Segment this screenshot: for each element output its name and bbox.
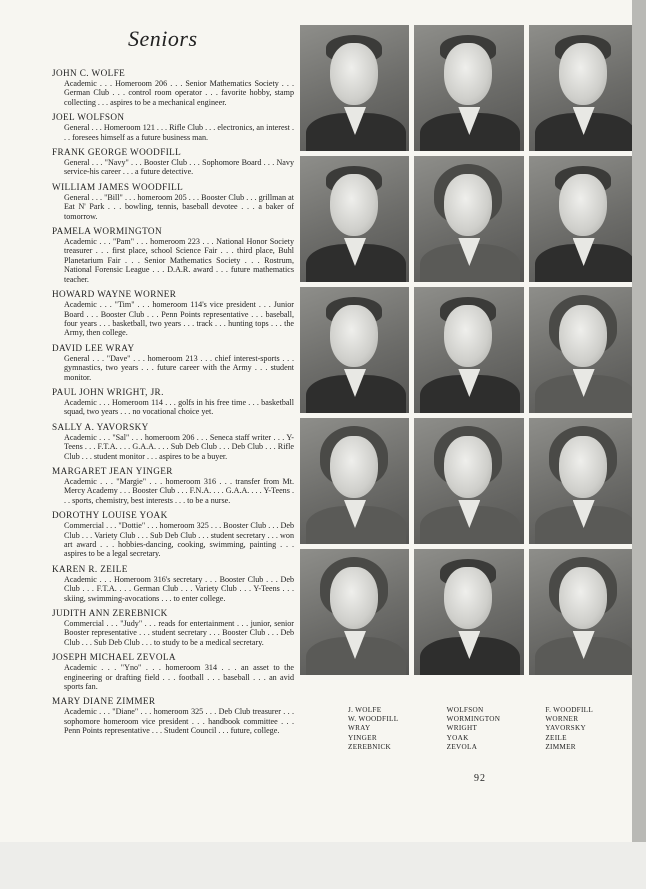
senior-description: Academic . . . "Yno" . . . homeroom 314 . . . an asset to the engineering or drafting field . . . football . . . baseball . . . an avid sports fan. [64, 663, 294, 692]
caption-name: YINGER [348, 733, 377, 742]
portrait-head [559, 43, 607, 105]
senior-description: Academic . . . "Diane" . . . homeroom 325 . . . Deb Club treasurer . . . sophomore homeroom vice president . . . handbook committee . . . Penn Points representative . . . Student Council . . . future, college. [64, 707, 294, 736]
senior-description: Academic . . . "Margie" . . . homeroom 316 . . . transfer from Mt. Mercy Academy . . . Booster Club . . . F.N.A. . . . G.A.A. . . . Y-Teens . . . sports, chemistry, best interests . . . to be a nurse. [64, 476, 294, 505]
portrait-head [559, 174, 607, 236]
senior-description: Academic . . . Homeroom 316's secretary . . . Booster Club . . . Deb Club . . . F.T.A. . . . German Club . . . Variety Club . . . Y-Teens . . . skiing, swimming-avocations . . . to enter college. [64, 574, 294, 603]
senior-entry [52, 343, 294, 382]
senior-name: SALLY A. YAVORSKY [52, 421, 149, 432]
portrait-head [444, 305, 492, 367]
senior-entry [52, 608, 294, 647]
senior-portrait-photo [300, 549, 409, 675]
page-edge [632, 0, 646, 842]
caption-name: YAVORSKY [545, 724, 586, 733]
senior-entry [52, 112, 294, 142]
senior-description: Academic . . . Homeroom 114 . . . golfs in his free time . . . basketball squad, two years . . . no vocational choice yet. [64, 397, 294, 417]
senior-description: General . . . "Navy" . . . Booster Club . . . Sophomore Board . . . Navy service-his career . . . a future detective. [64, 158, 294, 177]
caption-name: ZEREBNICK [348, 742, 392, 751]
caption-name: ZIMMER [545, 742, 576, 751]
senior-portrait-photo [529, 156, 638, 282]
caption-column [441, 706, 540, 752]
portrait-head [330, 174, 378, 236]
senior-entry [52, 696, 294, 735]
senior-portrait-photo [414, 287, 523, 413]
senior-entry [52, 68, 294, 107]
caption-name: WORNER [545, 715, 579, 724]
senior-portrait-photo [300, 25, 409, 151]
caption-name: WRAY [348, 724, 371, 733]
senior-description: General . . . Homeroom 121 . . . Rifle Club . . . electronics, an interest . . . foresees himself as a future business man. [64, 123, 294, 142]
caption-name: F. WOODFILL [545, 706, 594, 714]
senior-portrait-photo [300, 418, 409, 544]
portrait-head [444, 43, 492, 105]
caption-name: J. WOLFE [348, 706, 382, 714]
portrait-head [330, 305, 378, 367]
senior-entry [52, 147, 294, 177]
senior-name: HOWARD WAYNE WORNER [52, 289, 177, 300]
senior-entry [52, 226, 294, 284]
senior-portrait-photo [414, 25, 523, 151]
senior-name: DOROTHY LOUISE YOAK [52, 510, 168, 521]
caption-column [539, 706, 638, 752]
portrait-head [559, 567, 607, 629]
senior-entry [52, 466, 294, 505]
portrait-head [444, 436, 492, 498]
senior-name: PAUL JOHN WRIGHT, JR. [52, 386, 164, 397]
photo-row [300, 156, 638, 282]
photo-captions [300, 706, 638, 752]
senior-entry [52, 564, 294, 603]
caption-name: WOLFSON [446, 706, 484, 714]
portrait-head [444, 567, 492, 629]
senior-description: Academic . . . "Sal" . . . homeroom 206 . . . Seneca staff writer . . . Y-Teens . . . F.T.A. . . . G.A.A. . . . Sub Deb Club . . . Deb Club . . . Rifle Club . . . student monitor . . . aspires to be a buyer. [64, 432, 294, 461]
senior-name: MARY DIANE ZIMMER [52, 696, 156, 707]
senior-portrait-photo [529, 287, 638, 413]
senior-name: MARGARET JEAN YINGER [52, 465, 173, 476]
senior-description: General . . . "Dave" . . . homeroom 213 . . . chief interest-sports . . . gymnastics, two years . . . future career with the Army . . . student monitor. [64, 353, 294, 382]
senior-portrait-photo [414, 156, 523, 282]
senior-entry [52, 182, 294, 221]
senior-portrait-photo [414, 549, 523, 675]
senior-name: FRANK GEORGE WOODFILL [52, 147, 182, 158]
senior-entries-list [52, 68, 294, 741]
portrait-head [330, 567, 378, 629]
photo-row [300, 25, 638, 151]
photo-row [300, 549, 638, 675]
senior-portrait-photo [414, 418, 523, 544]
senior-name: JOHN C. WOLFE [52, 68, 126, 78]
senior-photo-grid [300, 25, 638, 680]
senior-description: Commercial . . . "Dottie" . . . homeroom 325 . . . Booster Club . . . Deb Club . . . Variety Club . . . Sub Deb Club . . . student secretary . . . won art award . . . hobbies-dancing, cooking, swimming, painting . . . aspires to be a legal secretary. [64, 521, 294, 559]
senior-portrait-photo [300, 287, 409, 413]
senior-name: WILLIAM JAMES WOODFILL [52, 181, 184, 192]
portrait-head [559, 436, 607, 498]
caption-name: WORMINGTON [446, 715, 501, 724]
page-title: Seniors [128, 26, 198, 51]
senior-name: JUDITH ANN ZEREBNICK [52, 608, 168, 619]
senior-entry [52, 652, 294, 691]
senior-description: Academic . . . "Pam" . . . homeroom 223 . . . National Honor Society treasurer . . . first place, school Science Fair . . . third place, Buhl Planetarium Fair . . . Senior Mathematics Society . . . Rostrum, National Forensic League . . . D.A.R. award . . . future mathematics teacher. [64, 237, 294, 284]
caption-name: YOAK [446, 733, 469, 742]
caption-name: W. WOODFILL [348, 715, 399, 724]
senior-name: JOSEPH MICHAEL ZEVOLA [52, 652, 176, 663]
caption-column [300, 706, 441, 752]
senior-description: Academic . . . "Tim" . . . homeroom 114's vice president . . . Junior Board . . . Booster Club . . . Penn Points representative . . . baseball, four years . . . basketball, two years . . . track . . . hunting tops . . . the Army, then college. [64, 300, 294, 338]
scan-background [0, 842, 646, 889]
senior-entry [52, 510, 294, 559]
senior-name: DAVID LEE WRAY [52, 342, 135, 353]
senior-description: General . . . "Bill" . . . homeroom 205 . . . Booster Club . . . grillman at Eat N' Park . . . bowling, tennis, baseball devotee . . . a baker of tomorrow. [64, 192, 294, 221]
senior-portrait-photo [529, 549, 638, 675]
senior-description: Academic . . . Homeroom 206 . . . Senior Mathematics Society . . . German Club . . . control room operator . . . favorite hobby, stamp collecting . . . aspires to be a mechanical engineer. [64, 79, 294, 107]
caption-name: ZEILE [545, 733, 567, 742]
senior-portrait-photo [300, 156, 409, 282]
senior-name: KAREN R. ZEILE [52, 563, 128, 574]
senior-entry [52, 387, 294, 417]
portrait-head [330, 43, 378, 105]
portrait-head [444, 174, 492, 236]
caption-name: ZEVOLA [446, 742, 478, 751]
senior-portrait-photo [529, 25, 638, 151]
senior-description: Commercial . . . "Judy" . . . reads for entertainment . . . junior, senior Booster representative . . . student secretary . . . Booster Club . . . Deb Club . . . Sub Deb Club . . . to study to be a medical secretary. [64, 619, 294, 647]
portrait-head [559, 305, 607, 367]
caption-name: WRIGHT [446, 724, 478, 733]
senior-entry [52, 422, 294, 461]
photo-row [300, 418, 638, 544]
senior-name: JOEL WOLFSON [52, 112, 125, 123]
senior-portrait-photo [529, 418, 638, 544]
photo-row [300, 287, 638, 413]
portrait-head [330, 436, 378, 498]
senior-name: PAMELA WORMINGTON [52, 226, 162, 237]
senior-entry [52, 289, 294, 338]
page-number: 92 [474, 773, 486, 784]
